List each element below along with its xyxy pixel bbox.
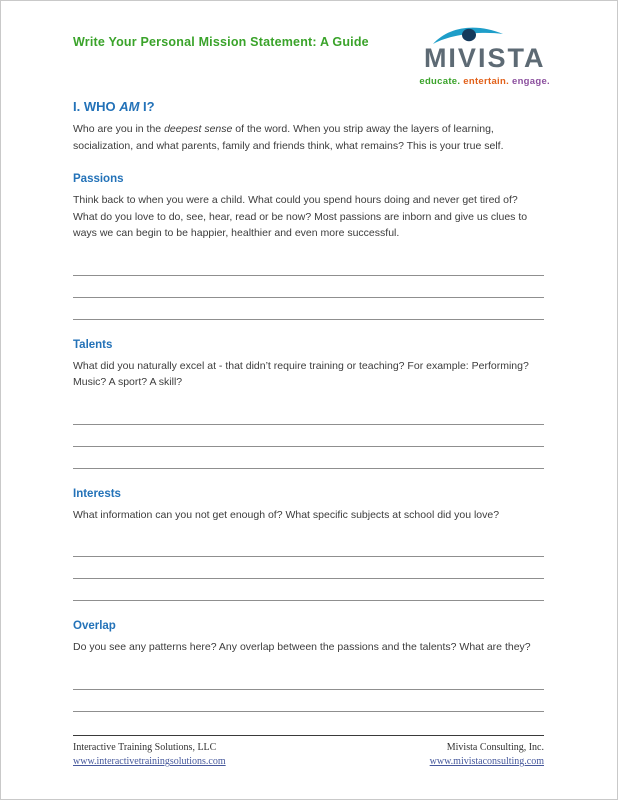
blank-line <box>73 276 544 298</box>
subsection-label-interests: Interests <box>73 487 121 500</box>
page-title: Write Your Personal Mission Statement: A Guide <box>73 35 369 49</box>
subsection-label-overlap: Overlap <box>73 620 116 632</box>
logo-wordmark: MIVISTA <box>423 43 546 73</box>
blank-line <box>73 579 544 601</box>
answer-lines-overlap <box>73 668 544 712</box>
intro-text-italic: deepest sense <box>164 123 233 135</box>
blank-line <box>73 447 544 469</box>
heading-text-post: I? <box>139 99 155 114</box>
blank-line <box>73 535 544 557</box>
footer-link-left[interactable]: www.interactivetrainingsolutions.com <box>73 756 226 767</box>
heading-text-italic: AM <box>119 99 140 114</box>
mivista-logo <box>419 23 550 87</box>
intro-text-post: of the word. When you strip away the layers of learning, socialization, and what parents, family and friends think, what remains? This is your true self. <box>73 123 504 152</box>
document-footer <box>73 735 544 769</box>
document-content <box>1 1 617 712</box>
subsection-prompt-talents: What did you naturally excel at - that didn’t require training or teaching? For example: Performing? Music? A sport? A skill? <box>73 359 529 388</box>
footer-left <box>73 741 226 769</box>
subsection-prompt-passions: Think back to when you were a child. What could you spend hours doing and never get tired of? What do you love to do, see, hear, read or be now? Most passions are inborn and give us clues to ways we can begin to be happier, healthier and even more successful. <box>73 194 528 239</box>
answer-lines-talents <box>73 403 544 469</box>
footer-org-right: Mivista Consulting, Inc. <box>446 742 544 753</box>
subsection-label-talents: Talents <box>73 338 113 351</box>
footer-right <box>430 741 544 769</box>
answer-lines-passions <box>73 254 544 320</box>
subsection-prompt-interests: What information can you not get enough of? What specific subjects at school did you love? <box>73 508 500 521</box>
footer-org-left: Interactive Training Solutions, LLC <box>73 742 217 753</box>
blank-line <box>73 403 544 425</box>
blank-line <box>73 254 544 276</box>
blank-line <box>73 557 544 579</box>
tagline-engage: engage. <box>512 76 550 87</box>
section-intro-paragraph <box>73 121 544 154</box>
tagline-educate: educate. <box>419 76 461 87</box>
logo-tagline <box>419 76 550 87</box>
tagline-entertain: entertain. <box>463 76 510 87</box>
footer-link-right[interactable]: www.mivistaconsulting.com <box>429 756 544 767</box>
blank-line <box>73 668 544 690</box>
subsection-label-passions: Passions <box>73 173 124 185</box>
blank-line <box>73 690 544 712</box>
document-header <box>73 23 550 87</box>
blank-line <box>73 425 544 447</box>
section-heading-who-am-i <box>73 99 544 114</box>
subsection-prompt-overlap: Do you see any patterns here? Any overlap between the passions and the talents? What are they? <box>73 641 531 653</box>
answer-lines-interests <box>73 535 544 601</box>
intro-text-pre: Who are you in the <box>73 123 165 135</box>
blank-line <box>73 298 544 320</box>
heading-text-pre: I. WHO <box>73 99 120 114</box>
